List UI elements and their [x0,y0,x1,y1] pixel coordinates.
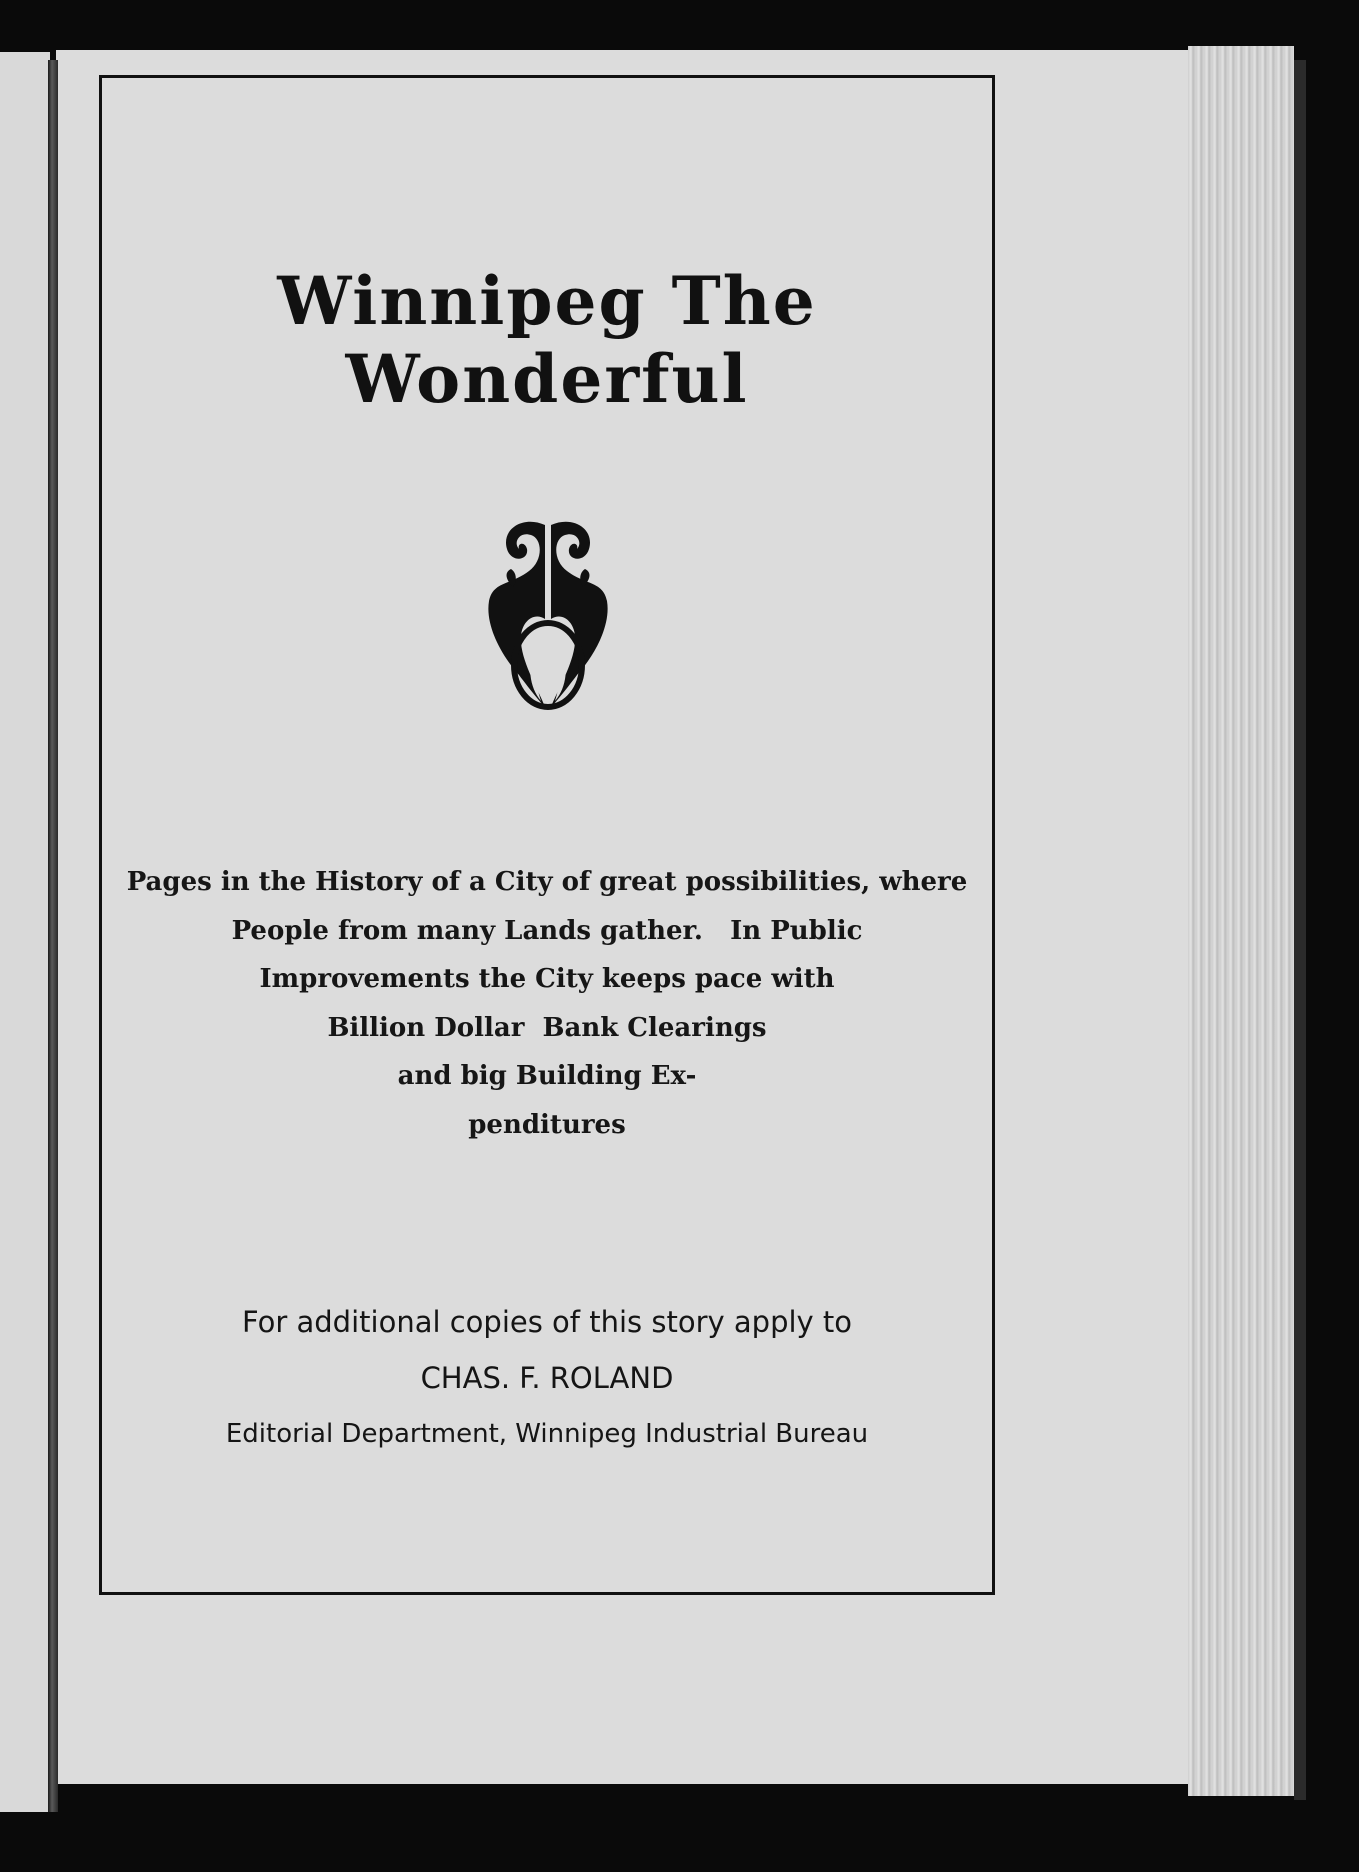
contact-name: CHAS. F. ROLAND [420,1361,674,1395]
contact-department: Editorial Department, Winnipeg Industrial Bureau [225,1419,869,1449]
facing-page-edge [0,52,50,1812]
cover-edge [1294,60,1306,1800]
description-line: Pages in the History of a City of great possibilities, where [126,867,968,897]
description-text [99,858,995,1149]
page-stack-edges [1188,46,1294,1796]
description-line: penditures [468,1109,626,1140]
page-title: Winnipeg The Wonderful [277,262,817,418]
book-gutter [48,60,58,1812]
contact-instruction: For additional copies of this story apply to [241,1305,853,1339]
description-line: Billion Dollar Bank Clearings [327,1012,767,1043]
fleuron-ornament-icon [483,515,613,715]
description-line: People from many Lands gather. In Public [231,915,863,946]
description-line: and big Building Ex- [397,1061,697,1091]
description-line: Improvements the City keeps pace with [259,964,835,994]
contact-info [99,1294,995,1462]
